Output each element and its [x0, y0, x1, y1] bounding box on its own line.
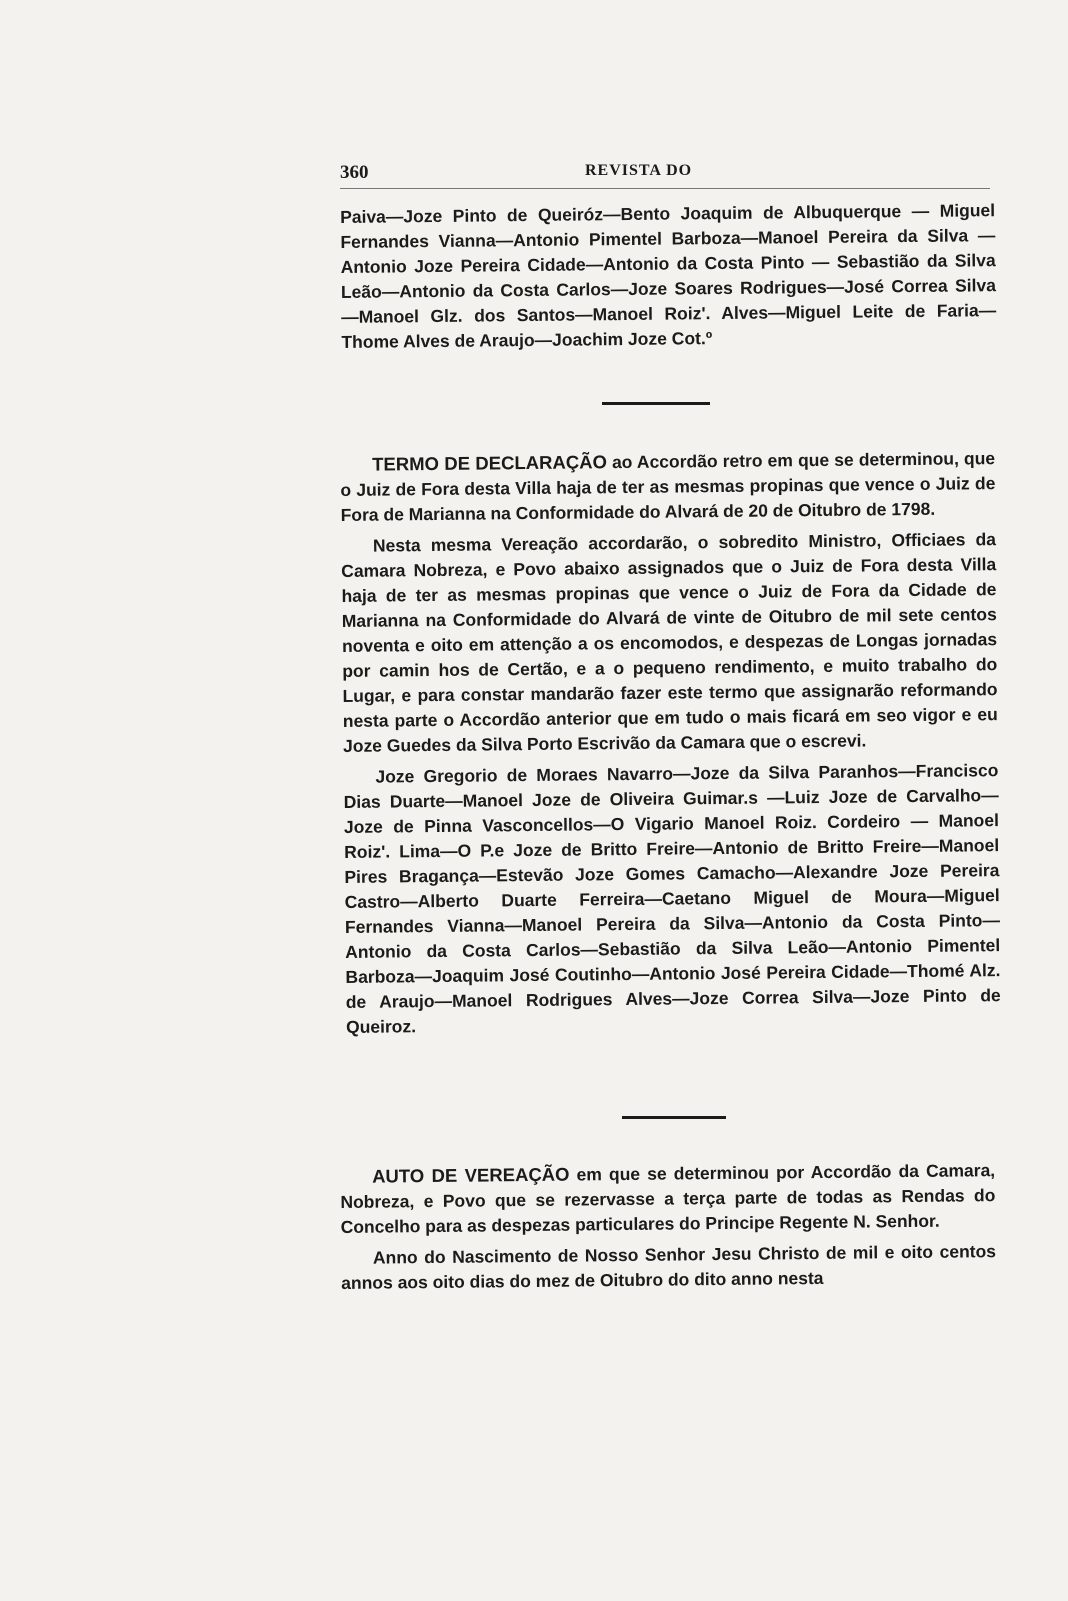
auto-title-rest: em que se determinou por Accordão da Camara, Nobreza, e Povo que se rezervasse a terça parte de todas as Rendas do Concelho para as despezas particulares do Principe Regente N. Senhor.: [340, 1160, 996, 1237]
page-number: 360: [340, 162, 369, 183]
termo-signatures: Joze Gregorio de Moraes Navarro—Joze da Silva Paranhos—Francisco Dias Duarte—Manoel Joze de Oliveira Guimar.s —Luiz Joze de Carvalho—Joze de Pinna Vasconcellos—O Vigario Manoel Roiz. Cordeiro — Manoel Roiz'. Lima—O P.e Joze de Britto Freire—Antonio de Britto Freire—Manoel Pires Bragança—Estevão Joze Gomes Camacho—Alexandre Joze Pereira Castro—Alberto Duarte Ferreira—Caetano Miguel de Moura—Miguel Fernandes Vianna—Manoel Pereira da Silva—Antonio da Costa Pinto—Antonio da Costa Carlos—Sebastião da Silva Leão—Antonio Pimentel Barboza—Joaquim José Coutinho—Antonio José Pereira Cidade—Thomé Alz. de Araujo—Manoel Rodrigues Alves—Joze Correa Silva—Joze Pinto de Queiroz.: [343, 760, 1001, 1037]
auto-title-caps: AUTO DE VEREAÇÃO: [372, 1163, 570, 1187]
running-title: REVISTA DO: [585, 162, 693, 179]
termo-title: [340, 445, 996, 528]
section-divider-2: [622, 1116, 726, 1119]
auto-title: [340, 1157, 996, 1240]
names-paragraph: Paiva—Joze Pinto de Queiróz—Bento Joaquim de Albuquerque — Miguel Fernandes Vianna—Antonio Pimentel Barboza—Manoel Pereira da Silva —Antonio Joze Pereira Cidade—Antonio da Costa Pinto — Sebastião da Silva Leão—Antonio da Costa Carlos—Joze Soares Rodrigues—José Correa Silva—Manoel Glz. dos Santos—Manoel Roiz'. Alves—Miguel Leite de Faria—Thome Alves de Araujo—Joachim Joze Cot.º: [340, 200, 997, 352]
section-divider-1: [602, 402, 710, 405]
termo-declaracao-section: [340, 445, 1001, 1046]
header-rule: [340, 188, 990, 189]
auto-body: Anno do Nascimento de Nosso Senhor Jesu Christo de mil e oito centos annos aos oito dias do mez de Oitubro do dito anno nesta: [341, 1241, 997, 1293]
auto-vereacao-section: [340, 1157, 996, 1302]
termo-title-caps: TERMO DE DECLARAÇÃO: [372, 451, 608, 475]
page-header: [340, 160, 990, 190]
termo-body: Nesta mesma Vereação accordarão, o sobredito Ministro, Officiaes da Camara Nobreza, e Povo abaixo assignados que o Juiz de Fora desta Villa haja de ter as mesmas propinas que vence o Juiz de Fora da Cidade de Marianna na Conformidade do Alvará de vinte de Oitubro de mil sete centos noventa e oito em attenção a os encomodos, e despezas de Longas jornadas por camin hos de Certão, e a o pequeno rendimento, e muito trabalho do Lugar, e para constar mandarão fazer este termo que assignarão reformando nesta parte o Accordão anterior que em tudo o mais ficará em seo vigor e eu Joze Guedes da Silva Porto Escrivão da Camara que o escrevi.: [341, 529, 998, 756]
termo-title-rest: ao Accordão retro em que se determinou, que o Juiz de Fora desta Villa haja de ter as mesmas propinas que vence o Juiz de Fora de Marianna na Conformidade do Alvará de 20 de Oitubro de 1798.: [340, 448, 996, 525]
names-continuation-block: [340, 198, 997, 361]
